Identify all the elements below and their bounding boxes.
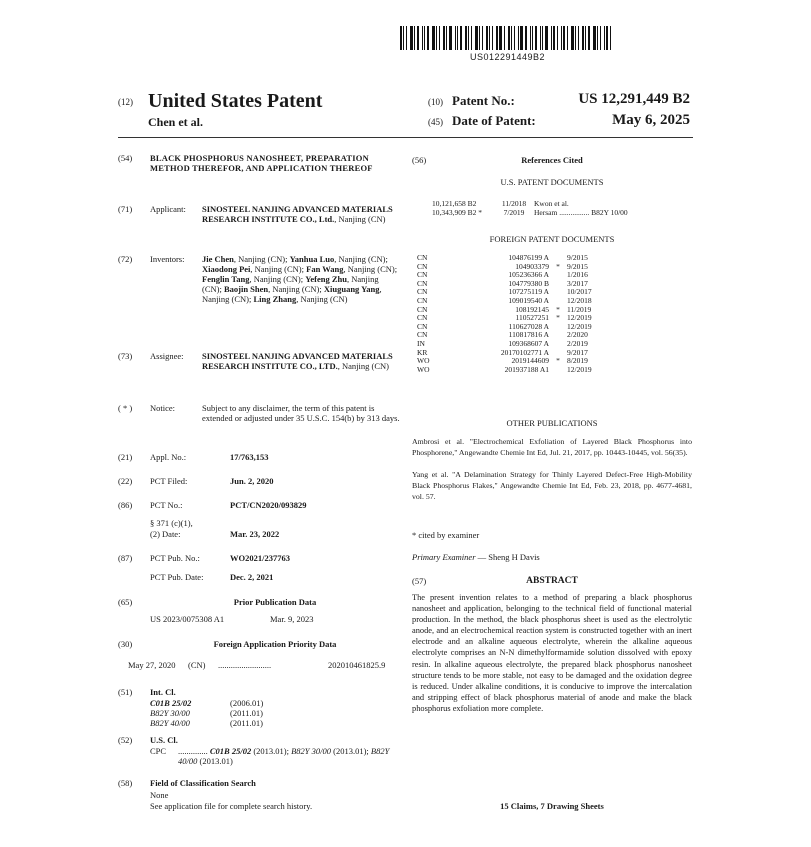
pct-no-entry: (86) PCT No.: PCT/CN2020/093829 <box>118 500 400 510</box>
pct-pub-entry: (87) PCT Pub. No.: WO2021/237763 <box>118 553 400 563</box>
abstract-text: The present invention relates to a method of preparing a black phosphorus nanosheet and application, belonging to the technical field of functional material production. In the method, the black phosphorus sheet is used as the electrolytic anode, and an electrochemical reaction system is constructed together with an inert electrode and an alkaline aqueous electrolyte, wherein the alkaline aqueous electrolyte comprises an N-N dimethylformamide solution dissolved with epoxy resin. In alkaline aqueous electrolyte, the prepared black phosphorus nanosheet structure tends to be more stable, not easy to be damaged and the oxidation degree is reduced. Under alkaline conditions, it is conducive to improve the intercalation and stripping effect of black phosphorus material of anode and make the black phosphorus exfoliation more complete. <box>412 593 692 713</box>
us-doc-name: Kwon et al. <box>534 199 569 208</box>
foreign-doc-star <box>549 271 567 280</box>
pct-filed-date: Jun. 2, 2020 <box>230 476 274 486</box>
intcl-row <box>150 698 400 708</box>
us-doc-number: 10,121,658 B2 <box>432 199 477 208</box>
foreign-doc-date: 8/2019 <box>567 356 588 366</box>
foreign-doc-star <box>549 340 567 349</box>
patent-date: May 6, 2025 <box>612 112 690 128</box>
us-doc-row <box>432 208 692 217</box>
foreign-doc-country: CN <box>417 287 428 297</box>
prior-title: Prior Publication Data <box>233 597 317 607</box>
field-entry: (58) Field of Classification Search <box>118 778 256 788</box>
intcl-version: (2006.01) <box>230 698 264 708</box>
code-12: (12) <box>118 97 133 107</box>
us-doc-date: 7/2019 <box>503 208 525 217</box>
abstract-title: ABSTRACT <box>526 576 578 586</box>
cited-note: * cited by examiner <box>412 530 480 540</box>
intcl-entry: (51) Int. Cl. <box>118 687 176 697</box>
foreign-doc-date: 10/2017 <box>567 287 592 297</box>
s371-date-entry: (2) Date: Mar. 23, 2022 <box>118 529 400 539</box>
pct-filed-entry: (22) PCT Filed: Jun. 2, 2020 <box>118 476 400 486</box>
foreign-doc-date: 9/2017 <box>567 347 588 357</box>
foreign-doc-date: 2/2019 <box>567 338 588 348</box>
foreign-doc-number: 109019540 A <box>508 295 549 305</box>
intcl-row <box>150 718 400 728</box>
foreign-doc-star <box>549 323 567 332</box>
refs-title: References Cited <box>521 155 583 165</box>
appl-entry: (21) Appl. No.: 17/763,153 <box>118 452 400 462</box>
pct-pub-number: WO2021/237763 <box>230 553 290 563</box>
foreign-doc-date: 12/2018 <box>567 295 592 305</box>
us-docs-title: U.S. PATENT DOCUMENTS <box>500 177 604 187</box>
foreign-doc-star <box>549 366 567 375</box>
applicant: SINOSTEEL NANJING ADVANCED MATERIALS RESEARCH INSTITUTE CO., Ltd., Nanjing (CN) <box>202 204 393 224</box>
inventors: Jie Chen, Nanjing (CN); Yanhua Luo, Nanjing (CN); Xiaodong Pei, Nanjing (CN); Fan Wang, Nanjing (CN); Fenglin Tang, Nanjing (CN); Yefeng Zhu, Nanjing (CN); Baojin Shen, Nanjing (CN); Xiuguang Yang, Nanjing (CN); Ling Zhang, Nanjing (CN) <box>202 254 398 304</box>
foreign-doc-date: 1/2016 <box>567 270 588 280</box>
assignee: SINOSTEEL NANJING ADVANCED MATERIALS RESEARCH INSTITUTE CO., LTD., Nanjing (CN) <box>202 351 393 371</box>
right-column <box>412 0 692 847</box>
foreign-doc-date: 9/2015 <box>567 253 588 262</box>
pct-pub-date: Dec. 2, 2021 <box>230 572 274 582</box>
cpc-classes: .............. C01B 25/02 (2013.01); B82Y 30/00 (2013.01); B82Y 40/00 (2013.01) <box>178 746 390 766</box>
us-doc-name: Hersam ................ B82Y 10/00 <box>534 208 628 217</box>
foreign-docs-title: FOREIGN PATENT DOCUMENTS <box>489 234 615 244</box>
foreign-doc-number: 110817816 A <box>508 330 549 340</box>
intcl-version: (2011.01) <box>230 718 263 728</box>
other-pubs-title: OTHER PUBLICATIONS <box>506 418 598 428</box>
pct-number: PCT/CN2020/093829 <box>230 500 307 510</box>
foreign-doc-country: CN <box>417 253 428 262</box>
intcl-class: B82Y 40/00 <box>150 718 190 728</box>
s371-date: Mar. 23, 2022 <box>230 529 280 539</box>
foreign-doc-date: 2/2020 <box>567 330 588 340</box>
foreign-doc-star <box>549 331 567 340</box>
us-docs-list <box>432 199 692 217</box>
other-pub-2: Yang et al. "A Delamination Strategy for Thinly Layered Defect-Free High-Mobility Black Phosphorus Flakes," Angewandte Chemie Int Ed, Feb. 23, 2018, pp. 4677-4681, vol. 57. <box>412 470 692 501</box>
patent-number: US 12,291,449 B2 <box>578 91 690 107</box>
applicant-entry: (71) Applicant: SINOSTEEL NANJING ADVANCED MATERIALS RESEARCH INSTITUTE CO., Ltd., Nanjing (CN) <box>118 204 400 224</box>
foreign-doc-country: WO <box>417 356 430 366</box>
left-column <box>118 0 400 847</box>
foreign-doc-country: CN <box>417 321 428 331</box>
foreign-doc-number: 201937188 A1 <box>504 364 549 374</box>
foreign-docs-list <box>417 254 677 374</box>
date-label: Date of Patent: <box>452 113 536 128</box>
foreign-entry: (30) Foreign Application Priority Data <box>118 639 400 649</box>
foreign-doc-number: 105236366 A <box>508 270 549 280</box>
barcode-bar <box>400 26 402 50</box>
foreign-doc-country: WO <box>417 364 430 374</box>
foreign-doc-country: CN <box>417 330 428 340</box>
foreign-doc-number: 104779380 B <box>508 278 549 288</box>
foreign-doc-country: CN <box>417 261 428 271</box>
foreign-doc-country: IN <box>417 338 425 348</box>
title-entry: (54) BLACK PHOSPHORUS NANOSHEET, PREPARATION METHOD THEREFOR, AND APPLICATION THEREOF <box>118 153 400 173</box>
code-10: (10) <box>428 97 443 107</box>
foreign-doc-star <box>549 280 567 289</box>
abstract-header: (57) ABSTRACT <box>412 576 692 586</box>
foreign-doc-star: * <box>556 313 560 323</box>
foreign-doc-country: CN <box>417 270 428 280</box>
inventors-entry: (72) Inventors: Jie Chen, Nanjing (CN); Yanhua Luo, Nanjing (CN); Xiaodong Pei, Nanjing (CN); Fan Wang, Nanjing (CN); Fenglin Tang, Nanjing (CN); Yefeng Zhu, Nanjing (CN); Baojin Shen, Nanjing (CN); Xiuguang Yang, Nanjing (CN); Ling Zhang, Nanjing (CN) <box>118 254 400 304</box>
patent-no-label: Patent No.: <box>452 93 515 108</box>
foreign-doc-country: CN <box>417 295 428 305</box>
foreign-doc-star: * <box>556 356 560 366</box>
foreign-doc-number: 20170102771 A <box>500 347 549 357</box>
claims-line: 15 Claims, 7 Drawing Sheets <box>500 801 604 811</box>
foreign-doc-star: * <box>556 304 560 314</box>
foreign-doc-date: 9/2015 <box>567 261 588 271</box>
foreign-doc-date: 12/2019 <box>567 364 592 374</box>
intcl-class: C01B 25/02 <box>150 698 192 708</box>
prior-data: US 2023/0075308 A1 Mar. 9, 2023 <box>150 614 314 624</box>
foreign-doc-number: 110627028 A <box>508 321 549 331</box>
foreign-doc-row <box>417 366 677 375</box>
appl-number: 17/763,153 <box>230 452 269 462</box>
assignee-entry: (73) Assignee: SINOSTEEL NANJING ADVANCED MATERIALS RESEARCH INSTITUTE CO., LTD., Nanjing (CN) <box>118 351 400 371</box>
prior-entry: (65) Prior Publication Data <box>118 597 400 607</box>
us-doc-date: 11/2018 <box>501 199 527 208</box>
foreign-doc-country: CN <box>417 278 428 288</box>
barcode-bar <box>406 26 407 50</box>
us-doc-row <box>432 199 692 208</box>
field-none: None <box>150 790 169 800</box>
foreign-doc-number: 104876199 A <box>508 253 549 262</box>
s371-entry: § 371 (c)(1), <box>150 518 193 528</box>
foreign-doc-country: CN <box>417 313 428 323</box>
intcl-version: (2011.01) <box>230 708 263 718</box>
intcl-list <box>150 698 400 728</box>
foreign-doc-number: 108192145 <box>515 304 549 314</box>
examiner-line: Primary Examiner — Sheng H Davis <box>412 552 540 562</box>
patent-title: United States Patent <box>148 90 323 112</box>
barcode-number: US012291449B2 <box>470 52 546 62</box>
foreign-doc-star: * <box>556 261 560 271</box>
refs-entry: (56) References Cited <box>412 155 692 165</box>
foreign-doc-number: 110527251 <box>515 313 549 323</box>
foreign-doc-number: 109368607 A <box>508 338 549 348</box>
foreign-doc-date: 11/2019 <box>567 304 592 314</box>
foreign-doc-country: CN <box>417 304 428 314</box>
notice: Subject to any disclaimer, the term of this patent is extended or adjusted under 35 U.S.C. 154(b) by 313 days. <box>202 403 400 423</box>
us-doc-number: 10,343,909 B2 * <box>432 208 483 217</box>
barcode-bar <box>403 26 404 50</box>
foreign-doc-star <box>549 288 567 297</box>
code-45: (45) <box>428 117 443 127</box>
foreign-data: May 27, 2020 (CN) ......................... 202010461825.9 <box>128 660 386 670</box>
foreign-doc-date: 3/2017 <box>567 278 588 288</box>
foreign-doc-number: 107275119 A <box>508 287 549 297</box>
invention-title: BLACK PHOSPHORUS NANOSHEET, PREPARATION METHOD THEREFOR, AND APPLICATION THEREOF <box>150 153 373 173</box>
other-pub-1: Ambrosi et al. "Electrochemical Exfoliation of Layered Black Phosphorus into Phosphorene," Angewandte Chemie Int Ed, Jul. 21, 2017, pp. 10443-10445, vol. 56(35). <box>412 437 692 457</box>
authors: Chen et al. <box>148 115 203 129</box>
foreign-doc-number: 104903379 <box>515 261 549 271</box>
foreign-doc-number: 2019144609 <box>511 356 549 366</box>
intcl-class: B82Y 30/00 <box>150 708 190 718</box>
uscl-entry: (52) U.S. Cl. <box>118 735 178 745</box>
foreign-doc-date: 12/2019 <box>567 321 592 331</box>
foreign-doc-date: 12/2019 <box>567 313 592 323</box>
intcl-row <box>150 708 400 718</box>
notice-entry: ( * ) Notice: Subject to any disclaimer, the term of this patent is extended or adjusted under 35 U.S.C. 154(b) by 313 days. <box>118 403 400 423</box>
cpc-entry: CPC .............. C01B 25/02 (2013.01); B82Y 30/00 (2013.01); B82Y 40/00 (2013.01) <box>150 746 400 766</box>
foreign-doc-country: KR <box>417 347 428 357</box>
foreign-title: Foreign Application Priority Data <box>213 639 337 649</box>
pct-pub-date-entry: PCT Pub. Date: Dec. 2, 2021 <box>118 572 400 582</box>
field-note: See application file for complete search history. <box>150 801 313 811</box>
